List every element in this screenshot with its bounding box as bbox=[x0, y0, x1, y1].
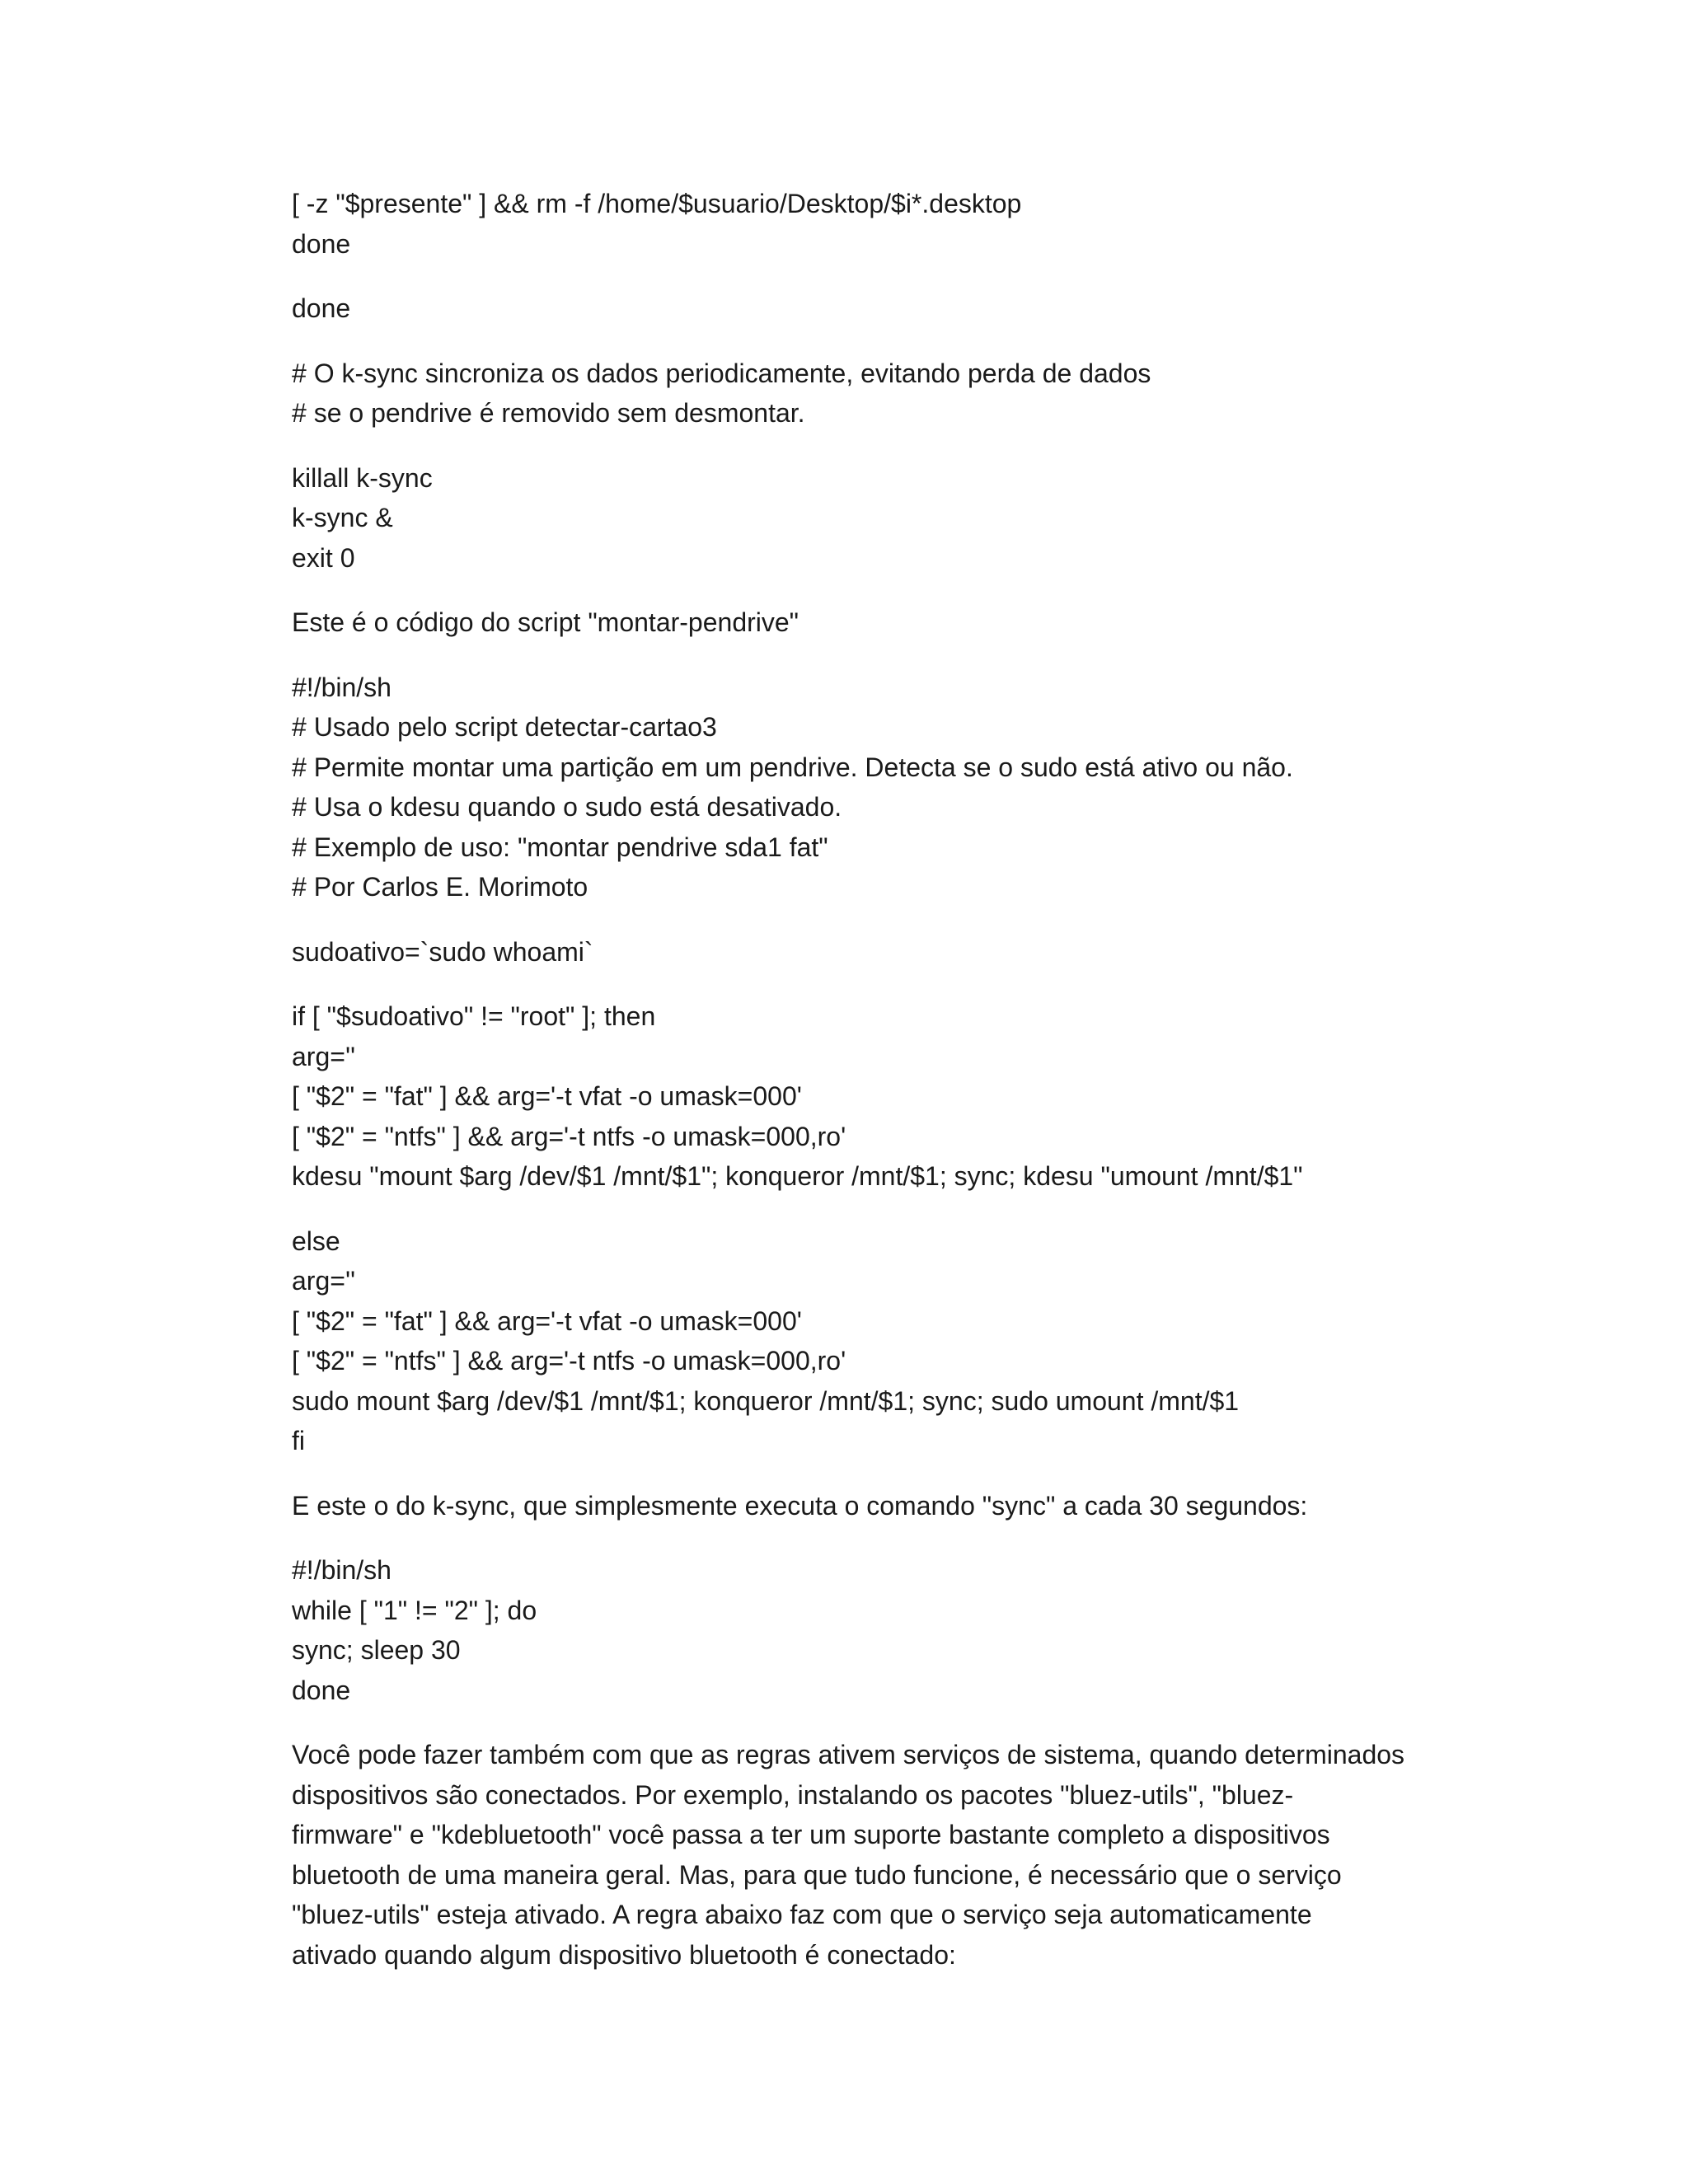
code-block bbox=[292, 996, 1479, 1197]
code-block bbox=[292, 668, 1479, 907]
paragraph-line: E este o do k-sync, que simplesmente executa o comando "sync" a cada 30 segundos: bbox=[292, 1490, 1308, 1521]
code-line: arg='' bbox=[292, 1266, 356, 1296]
code-block bbox=[292, 288, 1479, 329]
code-line: [ "$2" = "fat" ] && arg='-t vfat -o umask=000' bbox=[292, 1305, 802, 1336]
code-line: done bbox=[292, 1675, 351, 1705]
code-line: #!/bin/sh bbox=[292, 672, 392, 702]
code-block bbox=[292, 1221, 1479, 1461]
code-line: [ "$2" = "fat" ] && arg='-t vfat -o umask=000' bbox=[292, 1081, 802, 1111]
paragraph bbox=[292, 1486, 1479, 1526]
code-line: sync; sleep 30 bbox=[292, 1635, 461, 1665]
code-line: k-sync & bbox=[292, 503, 393, 532]
code-line: if [ "$sudoativo" != "root" ]; then bbox=[292, 1001, 656, 1031]
paragraph bbox=[292, 1735, 1479, 1975]
code-line: # Usado pelo script detectar-cartao3 bbox=[292, 712, 717, 742]
code-line: done bbox=[292, 293, 351, 323]
document-body bbox=[292, 184, 1479, 1999]
code-block bbox=[292, 1550, 1479, 1710]
paragraph-line: dispositivos são conectados. Por exemplo, instalando os pacotes "bluez-utils", "bluez- bbox=[292, 1779, 1294, 1810]
paragraph bbox=[292, 602, 1479, 643]
paragraph-line: bluetooth de uma maneira geral. Mas, para que tudo funcione, é necessário que o serviço bbox=[292, 1859, 1342, 1890]
code-line: # Permite montar uma partição em um pendrive. Detecta se o sudo está ativo ou não. bbox=[292, 752, 1293, 782]
code-line: kdesu "mount $arg /dev/$1 /mnt/$1"; konqueror /mnt/$1; sync; kdesu "umount /mnt/$1" bbox=[292, 1161, 1303, 1191]
code-line: while [ "1" != "2" ]; do bbox=[292, 1595, 537, 1625]
code-line: # Por Carlos E. Morimoto bbox=[292, 872, 588, 902]
paragraph-line: Você pode fazer também com que as regras ativem serviços de sistema, quando determinados bbox=[292, 1740, 1405, 1769]
code-line: killall k-sync bbox=[292, 462, 433, 493]
code-line: [ "$2" = "ntfs" ] && arg='-t ntfs -o umask=000,ro' bbox=[292, 1346, 846, 1376]
code-line: arg='' bbox=[292, 1041, 356, 1071]
paragraph-line: firmware" e "kdebluetooth" você passa a ter um suporte bastante completo a dispositivos bbox=[292, 1820, 1330, 1849]
code-line: # Exemplo de uso: "montar pendrive sda1 fat" bbox=[292, 832, 828, 862]
code-line: done bbox=[292, 228, 351, 259]
code-line: fi bbox=[292, 1426, 305, 1455]
code-block bbox=[292, 932, 1479, 972]
code-line: sudo mount $arg /dev/$1 /mnt/$1; konqueror /mnt/$1; sync; sudo umount /mnt/$1 bbox=[292, 1385, 1240, 1416]
code-line: # O k-sync sincroniza os dados periodicamente, evitando perda de dados bbox=[292, 358, 1151, 388]
code-line: exit 0 bbox=[292, 542, 355, 573]
paragraph-line: ativado quando algum dispositivo bluetooth é conectado: bbox=[292, 1939, 956, 1970]
code-line: [ -z "$presente" ] && rm -f /home/$usuario/Desktop/$i*.desktop bbox=[292, 189, 1022, 218]
code-line: [ "$2" = "ntfs" ] && arg='-t ntfs -o umask=000,ro' bbox=[292, 1121, 846, 1151]
code-line: # se o pendrive é removido sem desmontar. bbox=[292, 398, 805, 428]
paragraph-line: "bluez-utils" esteja ativado. A regra abaixo faz com que o serviço seja automaticamente bbox=[292, 1900, 1312, 1929]
code-block bbox=[292, 354, 1479, 434]
code-line: sudoativo=`sudo whoami` bbox=[292, 936, 593, 967]
code-block bbox=[292, 458, 1479, 579]
paragraph-line: Este é o código do script "montar-pendrive" bbox=[292, 607, 799, 637]
code-line: # Usa o kdesu quando o sudo está desativado. bbox=[292, 792, 842, 822]
code-line: else bbox=[292, 1226, 340, 1256]
code-block bbox=[292, 184, 1479, 264]
code-line: #!/bin/sh bbox=[292, 1555, 392, 1585]
